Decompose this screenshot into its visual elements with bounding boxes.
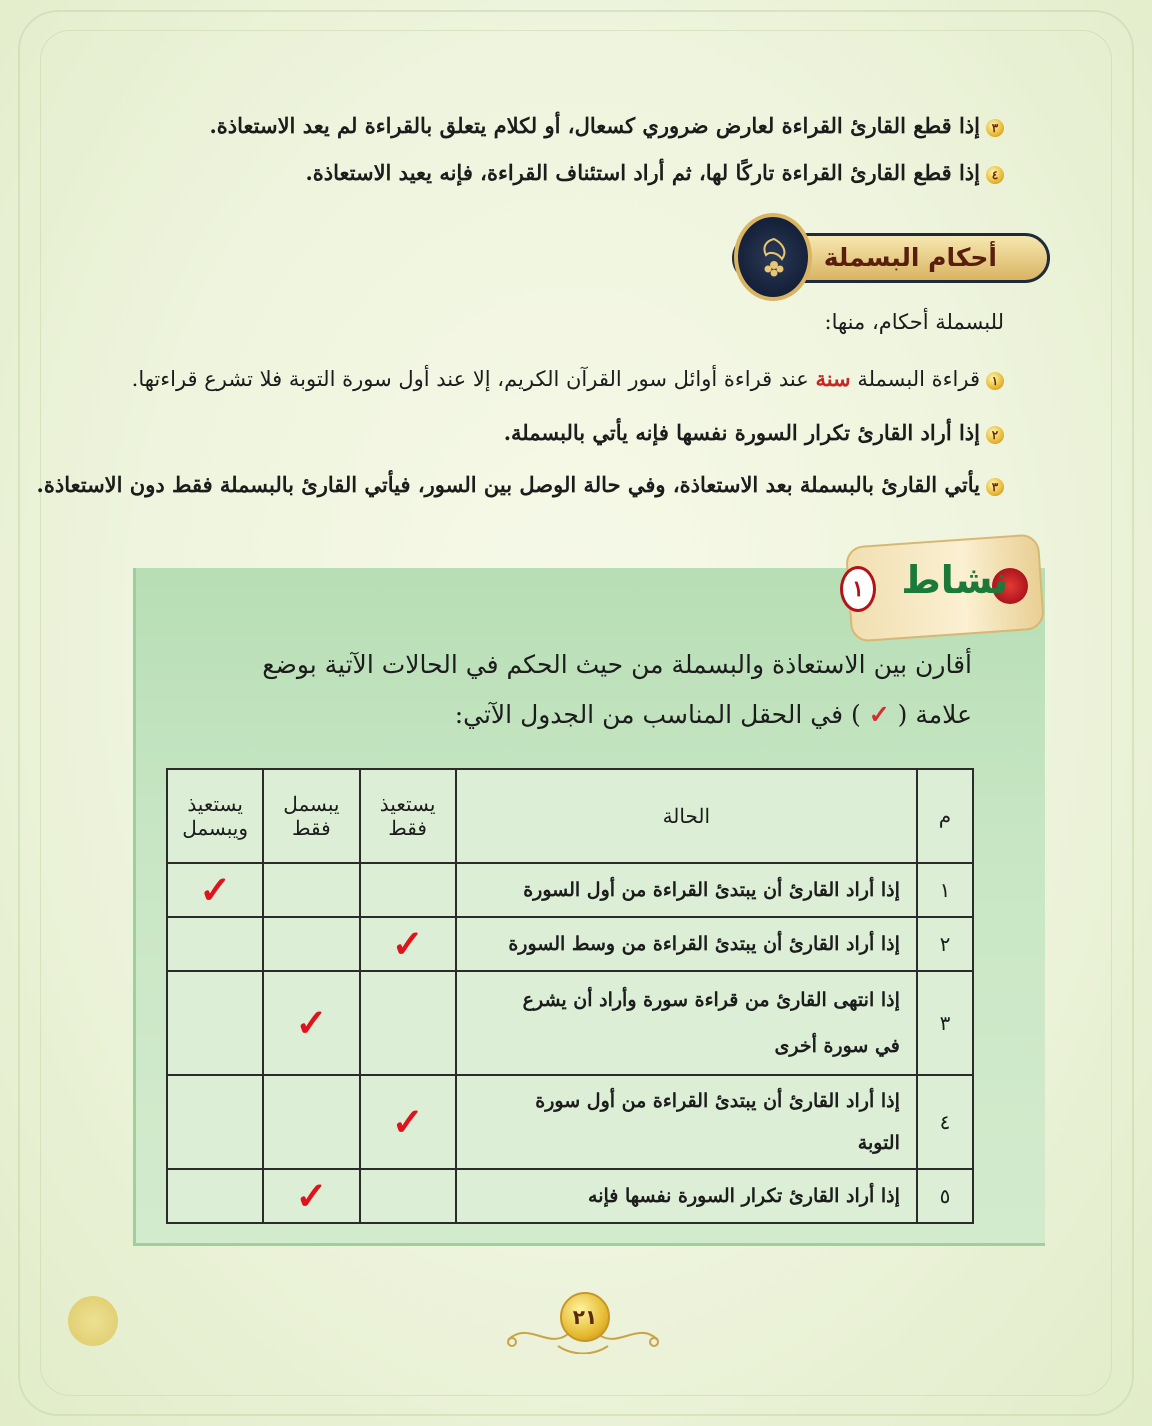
checkmark-icon: ✓ — [391, 1099, 424, 1144]
row-case-line: إذا أراد القارئ أن يبتدئ القراءة من أول سورة — [535, 1090, 900, 1112]
side-ornament-icon — [68, 1296, 118, 1346]
cell-both[interactable] — [167, 971, 263, 1075]
cell-basmala-only[interactable] — [263, 1075, 359, 1169]
rule-highlight: سنة — [815, 366, 851, 391]
checkmark-icon: ✓ — [199, 867, 232, 912]
rule-text: يأتي القارئ بالبسملة بعد الاستعاذة، وفي حالة الوصل بين السور، فيأتي القارئ بالبسملة فقط دون الاستعاذة. — [36, 472, 980, 497]
activity-instruction-line2 — [455, 700, 972, 729]
cell-both[interactable] — [167, 1169, 263, 1223]
bullet-number: ٤ — [986, 166, 1004, 184]
row-case — [456, 1075, 917, 1169]
comparison-table — [166, 768, 974, 1224]
bullet-number: ٣ — [986, 119, 1004, 137]
table-row — [167, 863, 973, 917]
rule-1 — [132, 366, 1004, 391]
row-case-line: إذا انتهى القارئ من قراءة سورة وأراد أن يشرع — [522, 989, 900, 1011]
cell-isti-only[interactable] — [360, 1075, 456, 1169]
grape-vine-icon — [734, 213, 812, 301]
rule-text-after: عند قراءة أوائل سور القرآن الكريم، إلا عند أول سورة التوبة فلا تشرع قراءتها. — [131, 367, 816, 391]
bullet-number: ٢ — [986, 426, 1004, 444]
activity-instruction-line1: أقارن بين الاستعاذة والبسملة من حيث الحكم في الحالات الآتية بوضع — [262, 650, 972, 679]
instruction-text-after: ) في الحقل المناسب من الجدول الآتي: — [454, 700, 861, 729]
row-case: إذا أراد القارئ تكرار السورة نفسها فإنه — [456, 1169, 917, 1223]
intro-line-4 — [305, 160, 1004, 185]
instruction-text-before: علامة ( — [897, 700, 972, 729]
cell-both[interactable] — [167, 1075, 263, 1169]
header-isti-only — [360, 769, 456, 863]
cell-isti-only[interactable] — [360, 863, 456, 917]
row-number: ١ — [917, 863, 973, 917]
row-case: إذا أراد القارئ أن يبتدئ القراءة من وسط السورة — [456, 917, 917, 971]
rule-text-before: قراءة البسملة — [850, 367, 980, 391]
cell-isti-only[interactable] — [360, 917, 456, 971]
check-mark-icon: ✓ — [868, 700, 890, 729]
cell-both[interactable] — [167, 917, 263, 971]
table-row — [167, 971, 973, 1075]
header-line: فقط — [292, 816, 331, 840]
header-line: يستعيذ — [187, 792, 243, 816]
header-basmala-only — [263, 769, 359, 863]
activity-number: ١ — [840, 566, 876, 612]
checkmark-icon: ✓ — [391, 921, 424, 966]
row-number: ٤ — [917, 1075, 973, 1169]
cell-basmala-only[interactable] — [263, 863, 359, 917]
activity-label: نشاط — [901, 558, 1008, 602]
header-line: ويبسمل — [182, 816, 249, 840]
header-both — [167, 769, 263, 863]
bullet-number: ٣ — [986, 478, 1004, 496]
cell-both[interactable] — [167, 863, 263, 917]
table-row — [167, 1169, 973, 1223]
row-case — [456, 971, 917, 1075]
header-line: يبسمل — [283, 792, 340, 816]
header-m: م — [917, 769, 973, 863]
intro-line-text: إذا قطع القارئ القراءة تاركًا لها، ثم أراد استئناف القراءة، فإنه يعيد الاستعاذة. — [305, 160, 980, 185]
table-row — [167, 1075, 973, 1169]
row-number: ٣ — [917, 971, 973, 1075]
page-number: ٢١ — [560, 1292, 610, 1342]
cell-basmala-only[interactable] — [263, 1169, 359, 1223]
checkmark-icon: ✓ — [295, 1000, 328, 1045]
rule-3 — [37, 472, 1004, 497]
bullet-number: ١ — [986, 372, 1004, 390]
cell-isti-only[interactable] — [360, 971, 456, 1075]
table-header-row — [167, 769, 973, 863]
row-case: إذا أراد القارئ أن يبتدئ القراءة من أول السورة — [456, 863, 917, 917]
row-case-line: في سورة أخرى — [774, 1035, 900, 1057]
activity-badge — [838, 540, 1048, 630]
header-line: فقط — [388, 816, 427, 840]
row-number: ٢ — [917, 917, 973, 971]
rule-text: إذا أراد القارئ تكرار السورة نفسها فإنه يأتي بالبسملة. — [503, 420, 980, 445]
row-number: ٥ — [917, 1169, 973, 1223]
table-row — [167, 917, 973, 971]
checkmark-icon: ✓ — [295, 1173, 328, 1218]
rule-2 — [504, 420, 1004, 445]
cell-basmala-only[interactable] — [263, 971, 359, 1075]
cell-basmala-only[interactable] — [263, 917, 359, 971]
section-heading — [714, 213, 1054, 303]
section-title: أحكام البسملة — [823, 243, 997, 272]
cell-isti-only[interactable] — [360, 1169, 456, 1223]
header-case: الحالة — [456, 769, 917, 863]
row-case-line: التوبة — [857, 1132, 900, 1154]
section-intro: للبسملة أحكام، منها: — [824, 310, 1004, 334]
header-line: يستعيذ — [379, 792, 436, 816]
intro-line-3 — [209, 113, 1004, 138]
intro-line-text: إذا قطع القارئ القراءة لعارض ضروري كسعال، أو لكلام يتعلق بالقراءة لم يعد الاستعاذة. — [209, 113, 980, 138]
